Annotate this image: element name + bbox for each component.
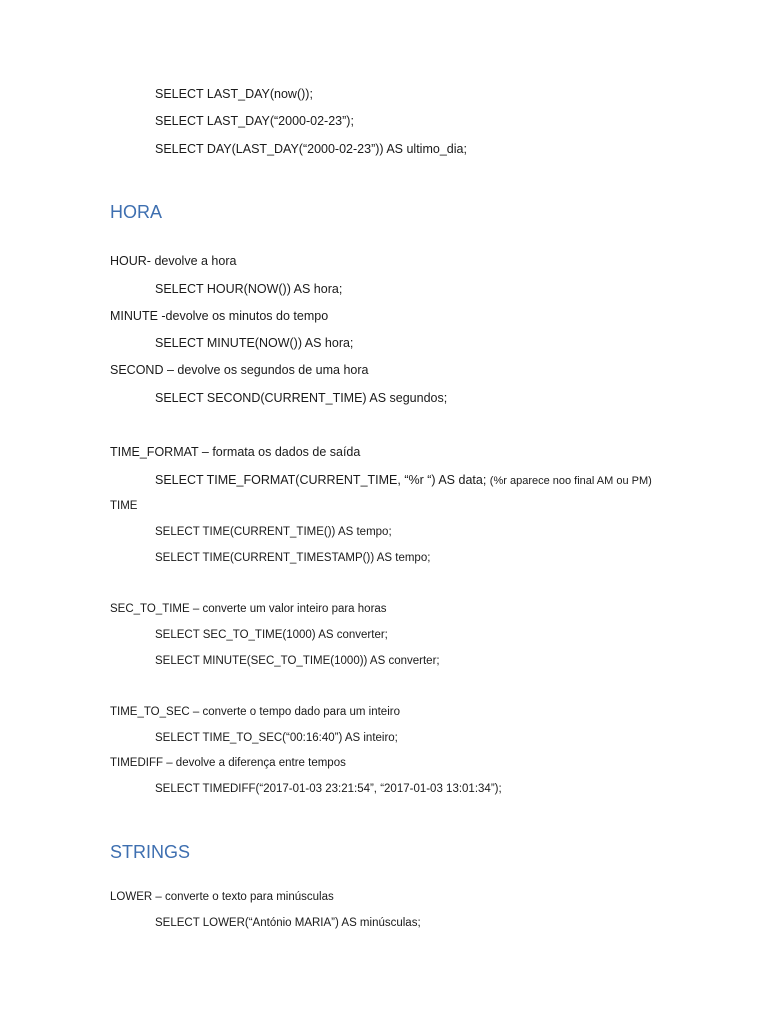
time-code-current-timestamp: SELECT TIME(CURRENT_TIMESTAMP()) AS tempo; — [155, 552, 431, 564]
second-description: SECOND – devolve os segundos de uma hora — [110, 363, 369, 377]
section-heading-strings: STRINGS — [110, 842, 191, 862]
time-format-note: (%r aparece noo final AM ou PM) — [489, 475, 652, 487]
code-last-day-date: SELECT LAST_DAY(“2000-02-23”); — [155, 114, 354, 128]
minute-code: SELECT MINUTE(NOW()) AS hora; — [155, 336, 354, 350]
sec-to-time-code-2: SELECT MINUTE(SEC_TO_TIME(1000)) AS converter; — [155, 655, 440, 667]
time-format-code-line — [155, 474, 652, 487]
code-day-last-day: SELECT DAY(LAST_DAY(“2000-02-23”)) AS ultimo_dia; — [155, 142, 467, 156]
section-heading-hora: HORA — [110, 202, 163, 222]
lower-code: SELECT LOWER(“António MARIA”) AS minúsculas; — [155, 917, 421, 929]
code-last-day-now: SELECT LAST_DAY(now()); — [155, 87, 313, 101]
sec-to-time-code-1: SELECT SEC_TO_TIME(1000) AS converter; — [155, 629, 388, 641]
hour-code: SELECT HOUR(NOW()) AS hora; — [155, 282, 343, 296]
time-description: TIME — [110, 500, 138, 512]
sec-to-time-description: SEC_TO_TIME – converte um valor inteiro para horas — [110, 603, 387, 615]
time-format-description: TIME_FORMAT – formata os dados de saída — [110, 445, 361, 459]
minute-description: MINUTE -devolve os minutos do tempo — [110, 309, 329, 323]
time-format-code: SELECT TIME_FORMAT(CURRENT_TIME, “%r “) AS data; — [155, 473, 487, 487]
timediff-description: TIMEDIFF – devolve a diferença entre tempos — [110, 757, 346, 769]
time-to-sec-description: TIME_TO_SEC – converte o tempo dado para um inteiro — [110, 706, 400, 718]
second-code: SELECT SECOND(CURRENT_TIME) AS segundos; — [155, 391, 448, 405]
time-code-current-time: SELECT TIME(CURRENT_TIME()) AS tempo; — [155, 526, 392, 538]
lower-description: LOWER – converte o texto para minúsculas — [110, 891, 334, 903]
hour-description: HOUR- devolve a hora — [110, 254, 237, 268]
timediff-code: SELECT TIMEDIFF(“2017-01-03 23:21:54”, “2017-01-03 13:01:34”); — [155, 783, 502, 795]
time-to-sec-code: SELECT TIME_TO_SEC(“00:16:40”) AS inteiro; — [155, 732, 398, 744]
